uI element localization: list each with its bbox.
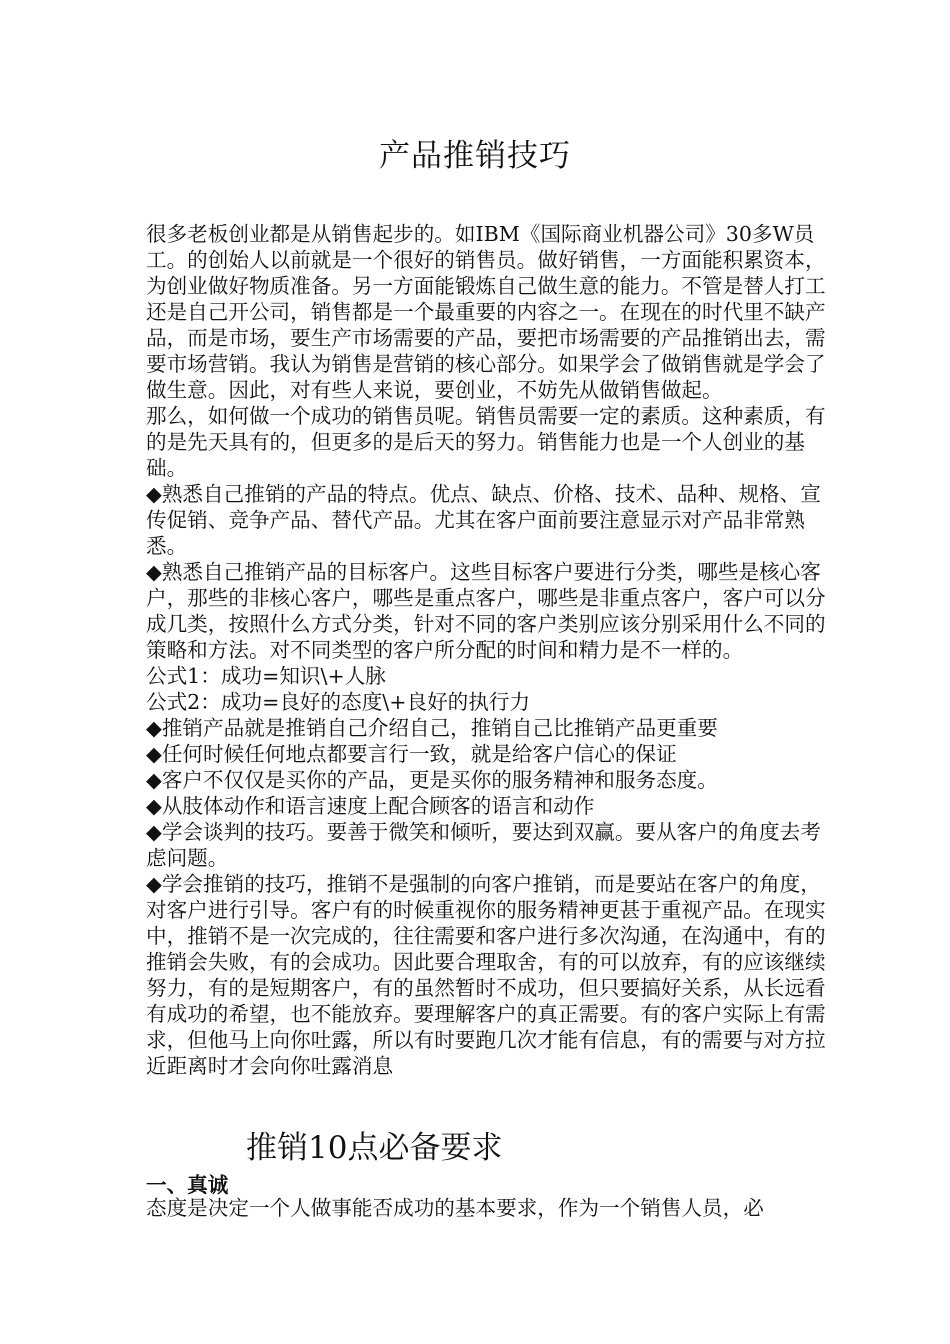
- bullet-service-spirit: ◆客户不仅仅是买你的产品，更是买你的服务精神和服务态度。: [146, 768, 718, 792]
- document-title: 产品推销技巧: [379, 138, 571, 174]
- paragraph-salesperson: 那么，如何做一个成功的销售员呢。销售员需要一定的素质。这种素质，有的是先天具有的，但更多的是后天的努力。销售能力也是一个人创业的基础。: [146, 404, 826, 480]
- bullet-negotiation: ◆学会谈判的技巧。要善于微笑和倾听，要达到双赢。要从客户的角度去考虑问题。: [146, 820, 821, 870]
- bullet-body-language: ◆从肢体动作和语言速度上配合顾客的语言和动作: [146, 794, 595, 818]
- bullet-target-customers: ◆熟悉自己推销产品的目标客户。这些目标客户要进行分类，哪些是核心客户，那些的非核心客户，哪些是重点客户，哪些是非重点客户，客户可以分成几类，按照什么方式分类，针对不同的客户类别应该分别采用什么不同的策略和方法。对不同类型的客户所分配的时间和精力是不一样的。: [146, 560, 826, 662]
- formula-2: 公式2：成功=良好的态度\+良好的执行力: [146, 690, 531, 714]
- paragraph-intro: 很多老板创业都是从销售起步的。如IBM《国际商业机器公司》30多W员工。的创始人以前就是一个很好的销售员。做好销售，一方面能积累资本，为创业做好物质准备。另一方面能锻炼自己做生意的能力。不管是替人打工还是自己开公司，销售都是一个最重要的内容之一。在现在的时代里不缺产品，而是市场，要生产市场需要的产品，要把市场需要的产品推销出去，需要市场营销。我认为销售是营销的核心部分。如果学会了做销售就是学会了做生意。因此，对有些人来说，要创业，不妨先从做销售做起。: [146, 222, 826, 402]
- section-title: 推销10点必备要求: [246, 1130, 503, 1166]
- bullet-sell-yourself: ◆推销产品就是推销自己介绍自己，推销自己比推销产品更重要: [146, 716, 718, 740]
- formula-1: 公式1：成功=知识\+人脉: [146, 664, 386, 688]
- bullet-sales-skills: ◆学会推销的技巧，推销不是强制的向客户推销，而是要站在客户的角度，对客户进行引导。客户有的时候重视你的服务精神更甚于重视产品。在现实中，推销不是一次完成的，往往需要和客户进行多次沟通，在沟通中，有的推销会失败，有的会成功。因此要合理取舍，有的可以放弃，有的应该继续努力，有的是短期客户，有的虽然暂时不成功，但只要搞好关系，从长远看有成功的希望，也不能放弃。要理解客户的真正需要。有的客户实际上有需求，但他马上向你吐露，所以有时要跑几次才能有信息，有的需要与对方拉近距离时才会向你吐露消息: [146, 872, 826, 1078]
- subsection-text: 态度是决定一个人做事能否成功的基本要求，作为一个销售人员，必: [146, 1196, 764, 1220]
- subsection-heading: 一、真诚: [146, 1173, 229, 1197]
- bullet-product-features: ◆熟悉自己推销的产品的特点。优点、缺点、价格、技术、品种、规格、宣传促销、竞争产品、替代产品。尤其在客户面前要注意显示对产品非常熟悉。: [146, 482, 821, 558]
- document-body: [146, 221, 826, 1079]
- bullet-consistency: ◆任何时候任何地点都要言行一致，就是给客户信心的保证: [146, 742, 677, 766]
